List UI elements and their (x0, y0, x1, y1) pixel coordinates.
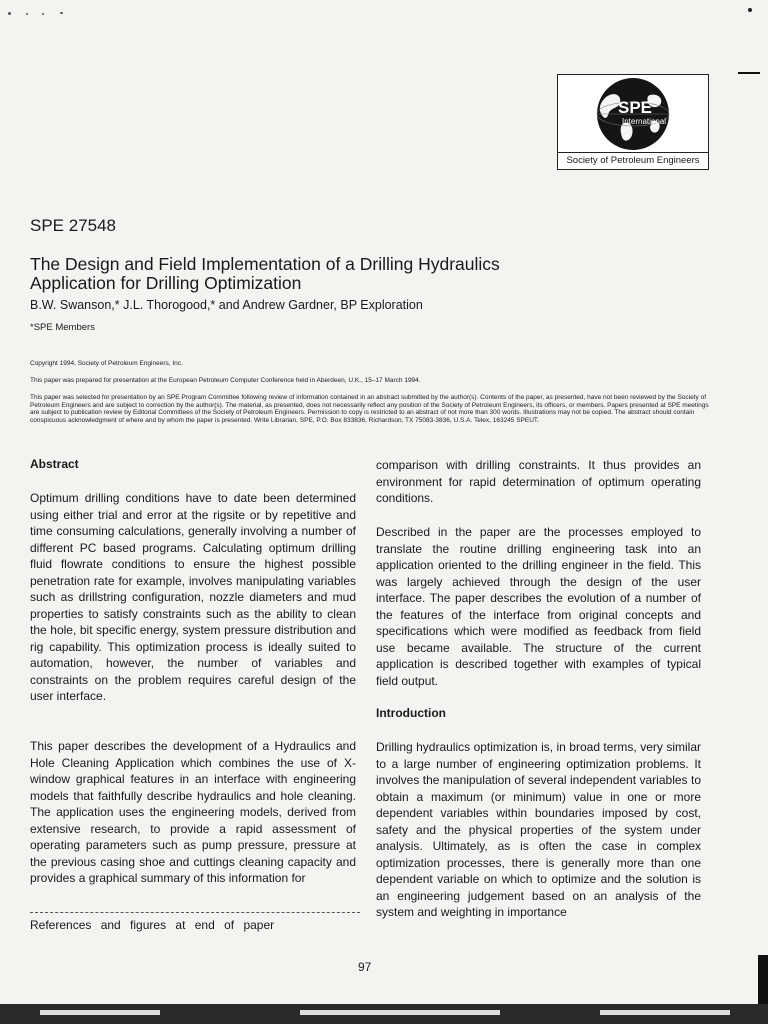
scan-speck (748, 8, 752, 12)
abstract-column-cont (30, 738, 356, 887)
scan-speck (60, 12, 63, 14)
right-column-top (376, 457, 701, 507)
scan-speck (42, 13, 44, 15)
logo-brand: SPE (618, 98, 653, 117)
selection-note: This paper was selected for presentation by an SPE Program Committee following review of information contained in an abstract submitted by the author(s). Contents of the paper, as presented, have not been reviewed by the Society of Petroleum Engineers and are subject to correction by the author(s). The material, as presented, does not necessarily reflect any position of the Society of Petroleum Engineers, its officers, or members. Papers presented at SPE meetings are subject to publication review by Editorial Committees of the Society of Petroleum Engineers. Permission to copy is restricted to an abstract of not more than 300 words. Illustrations may not be copied. The abstract should contain conspicuous acknowledgment of where and by whom the paper is presented. Write Librarian, SPE, P.O. Box 833836, Richardson, TX 75083-3836, U.S.A. Telex, 163245 SPEUT. (30, 394, 709, 424)
abstract-paragraph-2: This paper describes the development of a Hydraulics and Hole Cleaning Application which combines the use of X-window graphical features in an interface with engineering models that faithfully describe hydraulics and hole cleaning. The application uses the engineering models, derived from extensive research, to provide a rapid assessment of operating parameters such as pump pressure, pressure at the previous casing shoe and cuttings cleaning capacity and provides a graphical summary of this information for (30, 739, 356, 885)
logo-subtitle: International (622, 117, 667, 126)
paper-id: SPE 27548 (30, 216, 117, 235)
scan-speck (8, 12, 11, 15)
copyright-line: Copyright 1994, Society of Petroleum Engineers, Inc. (30, 360, 183, 367)
introduction-paragraph-1: Drilling hydraulics optimization is, in broad terms, very similar to a large number of engineering optimization problems. It involves the manipulation of several independent variables to obtain a maximum (or minimum) value in one or more dependent variables within boundaries imposed by cost, safety and the physical properties of the system under analysis. Ultimately, as is often the case in complex optimization processes, there is generally more than one dependent variable on which to optimize and the solution is an engineering judgement based on an analysis of the system and weighting in importance (376, 740, 701, 919)
abstract-heading: Abstract (30, 457, 79, 471)
page-number: 97 (358, 960, 372, 974)
scan-edge-mark (738, 72, 760, 74)
logo-caption: Society of Petroleum Engineers (558, 152, 708, 169)
right-paragraph-2: Described in the paper are the processes employed to translate the routine drilling engineering task into an application oriented to the drilling engineer in the field. This was largely achieved through the design of the user interface. The paper describes the evolution of a number of the features of the interface from original concepts and specifications which were modified as feedback from field use became available. The structure of the current application is described together with examples of typical field output. (376, 525, 701, 688)
prepared-note: This paper was prepared for presentation at the European Petroleum Computer Conference held in Aberdeen, U.K., 15–17 March 1994. (30, 377, 421, 384)
paper-title: The Design and Field Implementation of a Drilling Hydraulics Application for Drilling Optimization (30, 254, 500, 293)
members-note: *SPE Members (30, 322, 95, 333)
footnote-rule (30, 912, 360, 913)
spe-logo (557, 74, 709, 170)
introduction-column (376, 739, 701, 921)
introduction-heading: Introduction (376, 706, 446, 720)
right-paragraph-1: comparison with drilling constraints. It thus provides an environment for rapid determination of optimum operating conditions. (376, 458, 701, 505)
scan-speck (26, 13, 28, 15)
scan-bottom-strip (0, 1004, 768, 1024)
abstract-paragraph-1: Optimum drilling conditions have to date been determined using either trial and error at the rigsite or by repetitive and time consuming calculations, generally involving a number of different PC based programs. Calculating optimum drilling fluid flowrate conditions to ensure the highest possible penetration rate for example, involves manipulating variables such as drillstring configuration, nozzle diameters and mud properties to satisfy constraints such as the ability to clean the hole, bit specific energy, system pressure distribution and rig capability. This optimization process is ideally suited to automation, however, the number of variables and constraints on the problem requires careful design of the user interface. (30, 491, 356, 703)
right-column-mid (376, 524, 701, 689)
paper-authors: B.W. Swanson,* J.L. Thorogood,* and Andrew Gardner, BP Exploration (30, 298, 423, 312)
globe-icon (562, 77, 704, 151)
abstract-column (30, 490, 356, 705)
references-note: References and figures at end of paper (30, 918, 275, 932)
